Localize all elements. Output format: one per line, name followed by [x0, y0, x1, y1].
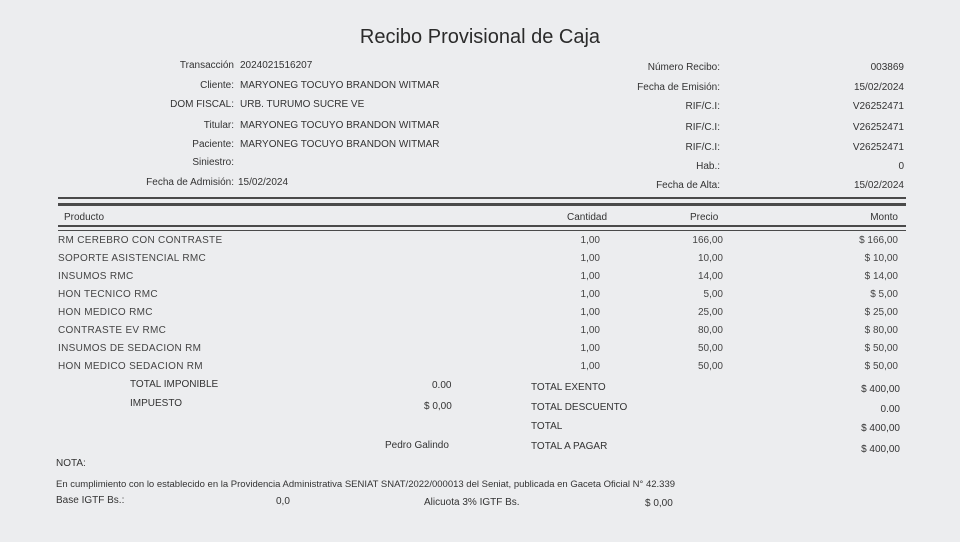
total-exento-label: TOTAL EXENTO [531, 382, 606, 393]
total-value: $ 400,00 [861, 423, 900, 434]
siniestro-label: Siniestro: [192, 157, 234, 168]
cell-producto: CONTRASTE EV RMC [58, 325, 167, 336]
titular-label: Titular: [203, 120, 234, 131]
base-igtf-label: Base IGTF Bs.: [56, 495, 125, 506]
table-row [0, 343, 960, 361]
dom-fiscal-label: DOM FISCAL: [170, 99, 234, 110]
hab-label: Hab.: [696, 161, 720, 172]
cell-monto: $ 80,00 [864, 325, 898, 336]
col-header-cantidad: Cantidad [567, 212, 608, 223]
table-row [0, 253, 960, 271]
cell-producto: HON MEDICO RMC [58, 307, 153, 318]
cell-cantidad: 1,00 [580, 325, 600, 336]
rif-value-1: V26252471 [852, 101, 904, 112]
cell-producto: INSUMOS RMC [58, 271, 134, 282]
cell-producto: INSUMOS DE SEDACION RM [58, 343, 202, 354]
paciente-value: MARYONEG TOCUYO BRANDON WITMAR [240, 139, 440, 150]
divider-header-1 [58, 225, 906, 227]
cell-producto: HON MEDICO SEDACION RM [58, 361, 203, 372]
dom-fiscal-value: URB. TURUMO SUCRE VE [240, 99, 365, 110]
rif-value-2: V26252471 [852, 122, 904, 133]
cliente-label: Cliente: [200, 80, 234, 91]
cell-cantidad: 1,00 [580, 271, 600, 282]
rif-label-1: RIF/C.I: [685, 101, 720, 112]
cell-producto: RM CEREBRO CON CONTRASTE [58, 235, 223, 246]
table-row [0, 325, 960, 343]
cell-cantidad: 1,00 [580, 343, 600, 354]
base-igtf-value: 0,0 [276, 496, 290, 507]
table-row [0, 235, 960, 253]
divider-top-1 [58, 197, 906, 199]
cell-precio: 5,00 [703, 289, 723, 300]
total-imponible-label: TOTAL IMPONIBLE [130, 379, 219, 390]
admision-value: 15/02/2024 [238, 177, 289, 188]
cell-monto: $ 5,00 [870, 289, 898, 300]
impuesto-label: IMPUESTO [130, 398, 183, 409]
cell-precio: 50,00 [697, 361, 723, 372]
cell-producto: SOPORTE ASISTENCIAL RMC [58, 253, 207, 264]
cell-monto: $ 14,00 [864, 271, 898, 282]
table-row [0, 307, 960, 325]
cell-cantidad: 1,00 [580, 235, 600, 246]
hab-value: 0 [898, 161, 904, 172]
cell-precio: 25,00 [697, 307, 723, 318]
titular-value: MARYONEG TOCUYO BRANDON WITMAR [240, 120, 440, 131]
numero-recibo-label: Número Recibo: [647, 62, 720, 73]
cell-monto: $ 25,00 [864, 307, 898, 318]
total-a-pagar-value: $ 400,00 [861, 444, 900, 455]
col-header-precio: Precio [690, 212, 719, 223]
divider-top-2 [58, 203, 906, 206]
emision-label: Fecha de Emisión: [637, 82, 720, 93]
cell-precio: 14,00 [697, 271, 723, 282]
total-label: TOTAL [531, 421, 563, 432]
cell-cantidad: 1,00 [580, 361, 600, 372]
emision-value: 15/02/2024 [853, 82, 904, 93]
cell-monto: $ 166,00 [859, 235, 898, 246]
cell-cantidad: 1,00 [580, 289, 600, 300]
cell-cantidad: 1,00 [580, 253, 600, 264]
rif-value-3: V26252471 [852, 142, 904, 153]
cell-monto: $ 10,00 [864, 253, 898, 264]
impuesto-value: $ 0,00 [424, 401, 452, 412]
receipt-title: Recibo Provisional de Caja [359, 26, 601, 48]
total-exento-value: $ 400,00 [861, 384, 900, 395]
cell-producto: HON TECNICO RMC [58, 289, 158, 300]
cell-precio: 50,00 [697, 343, 723, 354]
nota-text: En cumplimiento con lo establecido en la Providencia Administrativa SENIAT SNAT/2022/000013 del Seniat, publicada en Gaceta Oficial N° 42.339 [56, 479, 676, 490]
table-row [0, 289, 960, 307]
alicuota-igtf-label: Alicuota 3% IGTF Bs. [424, 497, 520, 508]
total-descuento-value: 0.00 [880, 404, 900, 415]
rif-label-2: RIF/C.I: [685, 122, 720, 133]
col-header-monto: Monto [870, 212, 898, 223]
cell-precio: 166,00 [692, 235, 723, 246]
divider-header-2 [58, 230, 906, 231]
alicuota-igtf-value: $ 0,00 [645, 498, 673, 509]
nota-label: NOTA: [56, 458, 86, 469]
numero-recibo-value: 003869 [870, 62, 904, 73]
total-imponible-value: 0.00 [432, 380, 452, 391]
cajero-name: Pedro Galindo [385, 440, 449, 451]
cell-precio: 80,00 [697, 325, 723, 336]
total-a-pagar-label: TOTAL A PAGAR [531, 441, 608, 452]
rif-label-3: RIF/C.I: [685, 142, 720, 153]
table-row [0, 361, 960, 379]
col-header-producto: Producto [64, 212, 105, 223]
transaccion-label: Transacción [179, 60, 234, 71]
cell-monto: $ 50,00 [864, 343, 898, 354]
cell-precio: 10,00 [697, 253, 723, 264]
alta-label: Fecha de Alta: [656, 180, 720, 191]
transaccion-value: 2024021516207 [240, 60, 313, 71]
cell-monto: $ 50,00 [864, 361, 898, 372]
total-descuento-label: TOTAL DESCUENTO [531, 402, 628, 413]
cell-cantidad: 1,00 [580, 307, 600, 318]
paciente-label: Paciente: [192, 139, 234, 150]
admision-label: Fecha de Admisión: [146, 177, 234, 188]
alta-value: 15/02/2024 [853, 180, 904, 191]
table-row [0, 271, 960, 289]
cliente-value: MARYONEG TOCUYO BRANDON WITMAR [240, 80, 440, 91]
